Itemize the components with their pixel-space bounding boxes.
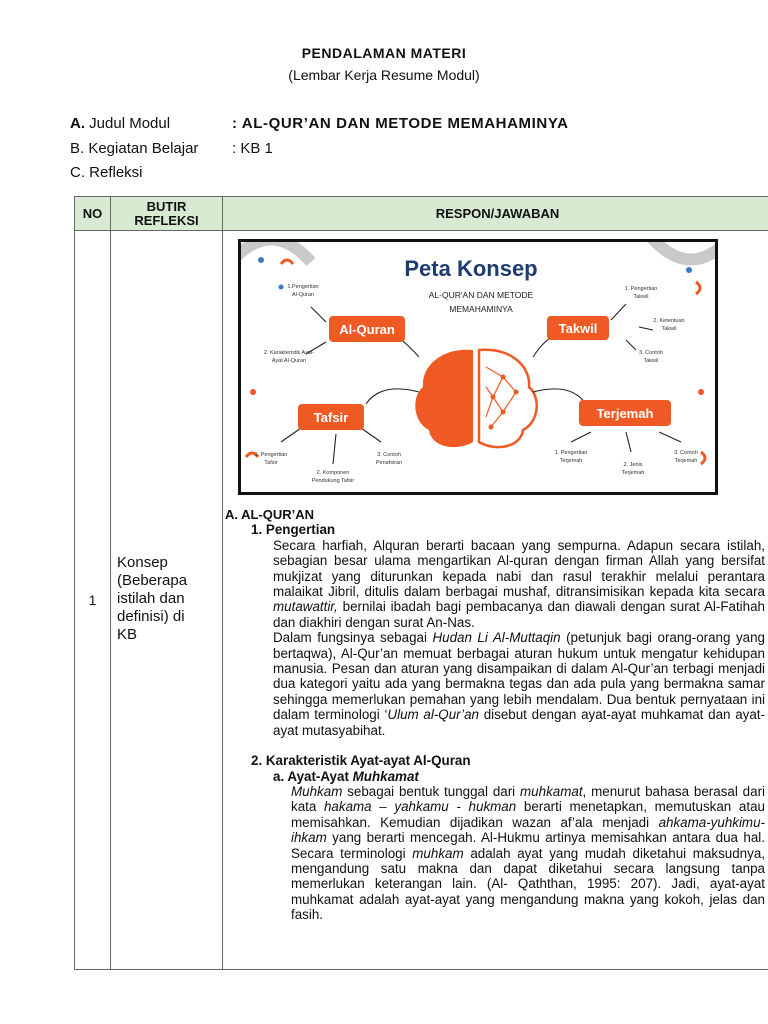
page-subtitle: (Lembar Kerja Resume Modul) [288, 67, 480, 83]
connector-arrow [533, 389, 586, 404]
meta-refleksi-label: C. Refleksi [70, 164, 143, 181]
decor-dot [686, 267, 692, 273]
decor-arc [651, 242, 715, 260]
note: 3. Contoh [377, 452, 401, 458]
connector-arrow [611, 304, 626, 320]
butir-line: Konsep [117, 554, 168, 571]
note: 1.Pengertian [287, 284, 319, 290]
connector-arrow [639, 327, 653, 330]
decor-dot [698, 389, 704, 395]
section-heading: A. AL-QUR’AN [225, 507, 315, 522]
note: Terjemah [621, 470, 645, 476]
text-run: sebagai bentuk tunggal dari [342, 783, 521, 799]
note: Ayat Al-Quran [271, 358, 307, 364]
node-takwil-label: Takwil [558, 321, 598, 336]
connector-arrow [626, 432, 631, 452]
subsubsection-heading [273, 769, 765, 784]
table-divider [222, 197, 223, 969]
map-subtitle: MEMAHAMINYA [449, 304, 513, 314]
brain-node [514, 390, 519, 395]
note: 1. Pengertian [554, 450, 588, 456]
meta-a-label: Judul Modul [89, 115, 171, 132]
text-run: Ulum al-Qur’an [387, 707, 479, 723]
note: Al-Quran [291, 292, 315, 298]
map-subtitle: AL-QUR'AN DAN METODE [428, 290, 534, 300]
text-run: berarti menetapkan, memutuskan atau memisahkan. Kemudian dijadikan wazan af’ala menjadi [291, 799, 765, 830]
connector-arrow [281, 428, 301, 442]
text-run: yang berarti mencegah. Al-Hukmu artinya memisahkan antara dua hal. Secara terminologi [291, 830, 765, 861]
brain-node [501, 375, 506, 380]
meta-judul-label [70, 115, 170, 132]
decor-squiggle [696, 282, 700, 294]
brain-right-icon [479, 350, 537, 447]
meta-a-prefix: A. [70, 115, 85, 132]
subsection-heading: 2. Karakteristik Ayat-ayat Al-Quran [251, 753, 471, 769]
connector-arrow [361, 428, 381, 442]
note: 3. Contoh [639, 350, 663, 356]
brain-node [501, 410, 506, 415]
butir-line: definisi) di [117, 608, 185, 625]
text-run: (petunjuk bagi orang-orang yang bertaqwa), Al-Qur’an memuat berbagai aturan hukum untuk mengatur kehidupan manusia. Pesan dan aturan yang disampaikan di dalam Al-Qur’an terbagi menjadi dua kategori yaitu ada yang bermakna tegas dan ada pula yang bermakna samar sehingga memerlukan pemahan yang lebih mendalam. Dua bentuk pernyataan ini dalam terminologi ‘ [273, 630, 765, 723]
node-terjemah-label: Terjemah [596, 406, 654, 421]
decor-dot [250, 389, 256, 395]
brain-node [491, 395, 496, 400]
butir-line: (Beberapa [117, 572, 188, 589]
decor-squiggle [281, 260, 293, 264]
header-no: NO [82, 206, 103, 221]
concept-map-image [238, 239, 718, 495]
page-title: PENDALAMAN MATERI [301, 45, 467, 61]
text-run: Hudan Li Al-Muttaqin [432, 630, 561, 646]
note: Takwil [633, 294, 649, 300]
text-run: Muhkamat [352, 768, 419, 784]
text-run: hakama – yahkamu - hukman [323, 799, 517, 815]
row-butir-refleksi [117, 554, 217, 644]
meta-kegiatan-label: B. Kegiatan Belajar [70, 140, 199, 157]
decor-squiggle [701, 452, 705, 464]
note: 2. Ketentuan [653, 318, 685, 324]
note: Tafsir [264, 460, 278, 466]
text-run: Dalam fungsinya sebagai [273, 630, 433, 646]
text-run: muhkamat [520, 783, 583, 799]
note: 2. Jenis [623, 462, 643, 468]
note: Terjemah [674, 458, 698, 464]
note: Takwil [643, 358, 659, 364]
paragraph-muhkam [291, 784, 765, 923]
connector-arrow [571, 432, 591, 442]
map-title: Peta Konsep [404, 256, 538, 281]
text-run: , menurut bahasa berasal dari kata [291, 783, 765, 815]
butir-line: KB [117, 626, 138, 643]
text-run: mutawattir, [273, 599, 338, 615]
note: Takwil [661, 326, 677, 332]
text-run: bernilai ibadah bagi pembacanya dan diawali dengan surat Al-Fatihah dan diakhiri dengan surat An-Nas. [273, 599, 765, 630]
header-respon: RESPON/JAWABAN [435, 206, 560, 221]
note: 1. Pengertian [624, 286, 658, 292]
text-run: ahkama-yuhkimu-ihkam [291, 814, 765, 846]
response-content [225, 507, 765, 923]
decor-dot [258, 257, 264, 263]
connector-arrow [366, 389, 419, 404]
node-tafsir-label: Tafsir [313, 410, 349, 425]
header-butir-line2: REFLEKSI [134, 213, 199, 228]
connector-arrow [311, 307, 326, 322]
text-run: Muhkam [291, 783, 343, 799]
meta-judul-value: : AL-QUR’AN DAN METODE MEMAHAMINYA [232, 115, 569, 132]
node-alquran-label: Al-Quran [339, 322, 395, 337]
text-run: disebut dengan ayat-ayat muhkamat dan ayat-ayat mutasyabihat. [273, 707, 765, 738]
subsection-heading: 1. Pengertian [251, 522, 336, 538]
butir-line: istilah dan [117, 590, 185, 607]
note: Penafsiran [375, 460, 403, 466]
decor-dot [279, 285, 284, 290]
note: 2. Karakteristik Ayat- [263, 350, 315, 356]
note: 1. Pengertian [254, 452, 288, 458]
decor-arc [241, 242, 311, 262]
text-run: Secara harfiah, Alquran berarti bacaan yang sempurna. Adapun secara istilah, sebagian besar ulama mengartikan Al-quran dengan firman Allah yang bersifat mukjizat yang diturunkan kepada nabi dan rasul terakhir melalui perantara malaikat Jibril, ditulis dalam berbagai mushaf, ditransimisikan kepada kita secara [273, 537, 765, 600]
refleksi-table [74, 196, 768, 970]
table-divider [110, 197, 111, 969]
row-number: 1 [88, 592, 97, 608]
header-butir-refleksi [111, 197, 222, 231]
note: 2. Komponen [316, 470, 350, 476]
connector-arrow [333, 434, 336, 464]
brain-left-icon [415, 350, 473, 447]
text-run: adalah ayat yang mudah diketahui maksudnya, mengandung satu makna dan dapat diketahui secara langsung tanpa memerlukan keterangan lain. (Al- Qaththan, 1995: 207). Jadi, ayat-ayat muhkamat adalah ayat-ayat yang mengandung makna yang kokoh, jelas dan fasih. [291, 845, 765, 923]
text-run: muhkam [412, 845, 464, 861]
note: Terjemah [559, 458, 583, 464]
connector-arrow [626, 340, 636, 350]
connector-arrow [659, 432, 681, 442]
header-butir-line1: BUTIR [146, 199, 187, 214]
paragraph-fungsi [273, 630, 765, 738]
text-run: a. Ayat-Ayat [273, 768, 353, 784]
note: Pendukung Tafsir [311, 478, 355, 484]
brain-node [489, 425, 494, 430]
meta-kegiatan-value: : KB 1 [232, 140, 273, 157]
paragraph-pengertian [273, 538, 765, 630]
note: 3. Contoh [674, 450, 698, 456]
concept-map-svg [241, 242, 715, 492]
